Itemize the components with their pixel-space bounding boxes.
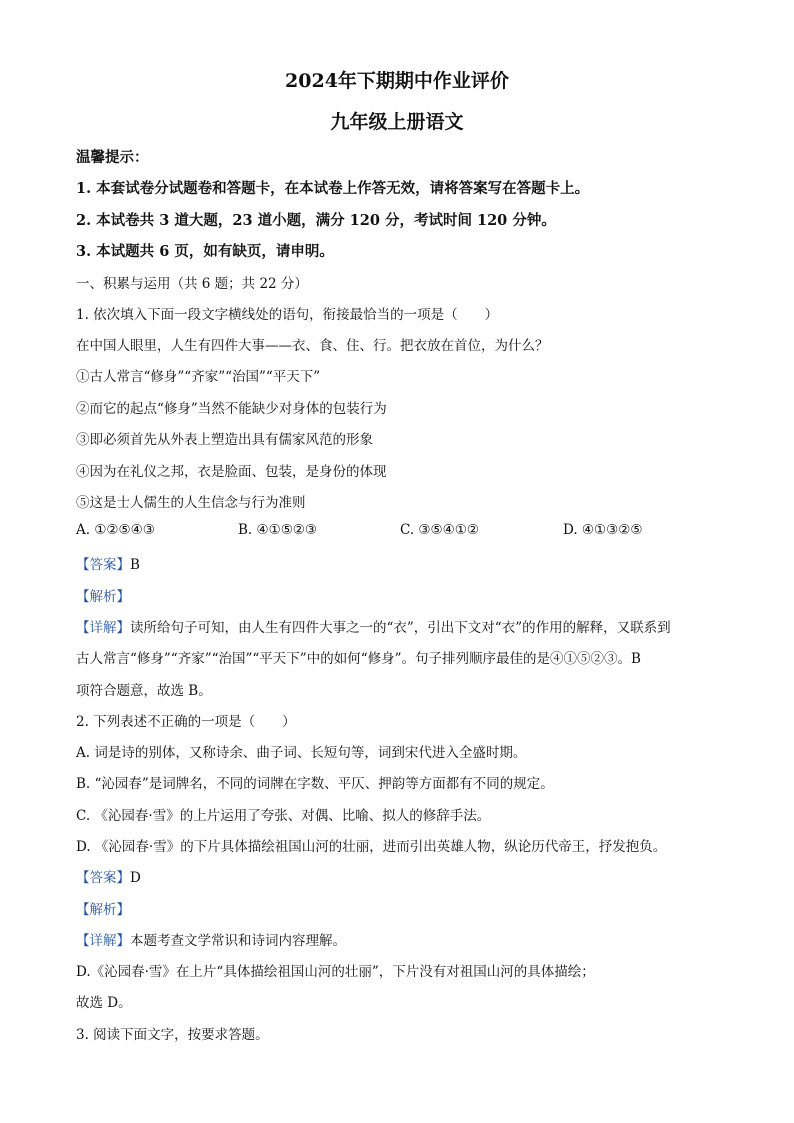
q2-detail-3: 故选 D。	[76, 995, 132, 1011]
q1-detail-2: 古人常言“修身”“齐家”“治国”“平天下”中的如何“修身”。句子排列顺序最佳的是④①⑤②③。B	[76, 651, 641, 667]
q3-stem: 3. 阅读下面文字，按要求答题。	[76, 1027, 269, 1043]
detail-label: 【详解】	[76, 933, 130, 949]
detail-text: 读所给句子可知，由人生有四件大事之一的“衣”，引出下文对“衣”的作用的解释，又联系到	[130, 620, 671, 636]
q1-sentence-5: ⑤这是士人儒生的人生信念与行为准则	[76, 495, 306, 511]
q1-sentence-2: ②而它的起点“修身”当然不能缺少对身体的包装行为	[76, 401, 387, 417]
answer-value: B	[130, 557, 140, 573]
q1-analysis-label: 【解析】	[76, 589, 130, 605]
tip-1: 1. 本套试卷分试题卷和答题卡，在本试卷上作答无效，请将答案写在答题卡上。	[76, 180, 590, 197]
q2-option-a: A. 词是诗的别体，又称诗余、曲子词、长短句等，词到宋代进入全盛时期。	[76, 745, 527, 761]
q1-option-b: B. ④①⑤②③	[238, 522, 318, 538]
tip-3: 3. 本试题共 6 页，如有缺页，请申明。	[76, 243, 334, 260]
q2-detail-2: D.《沁园春·雪》在上片“具体描绘祖国山河的壮丽”，下片没有对祖国山河的具体描绘；	[76, 964, 595, 980]
q1-stem: 1. 依次填入下面一段文字横线处的语句，衔接最恰当的一项是（ ）	[76, 307, 499, 323]
q2-detail-1	[76, 929, 346, 949]
q1-detail-1	[76, 616, 671, 636]
detail-text: 本题考查文学常识和诗词内容理解。	[130, 933, 346, 949]
q1-detail-3: 项符合题意，故选 B。	[76, 683, 212, 699]
q1-passage: 在中国人眼里，人生有四件大事——衣、食、住、行。把衣放在首位，为什么？	[76, 338, 549, 354]
tips-heading: 温馨提示：	[76, 149, 149, 166]
q1-sentence-4: ④因为在礼仪之邦，衣是脸面、包装，是身份的体现	[76, 464, 387, 480]
q2-option-d: D. 《沁园春·雪》的下片具体描绘祖国山河的壮丽，进而引出英雄人物，纵论历代帝王，抒发抱负。	[76, 839, 667, 855]
exam-title: 2024年下期期中作业评价	[285, 70, 509, 92]
q1-sentence-3: ③即必须首先从外表上塑造出具有儒家风范的形象	[76, 432, 373, 448]
q1-option-d: D. ④①③②⑤	[563, 522, 643, 538]
q1-option-a: A. ①②⑤④③	[76, 522, 155, 538]
answer-label: 【答案】	[76, 557, 130, 573]
q2-answer	[76, 866, 141, 886]
q2-option-c: C. 《沁园春·雪》的上片运用了夸张、对偶、比喻、拟人的修辞手法。	[76, 808, 491, 824]
q2-analysis-label: 【解析】	[76, 902, 130, 918]
q2-option-b: B. “沁园春”是词牌名，不同的词牌在字数、平仄、押韵等方面都有不同的规定。	[76, 776, 554, 792]
exam-subtitle: 九年级上册语文	[330, 111, 464, 133]
q2-stem: 2. 下列表述不正确的一项是（ ）	[76, 714, 296, 730]
section-heading: 一、积累与运用（共 6 题；共 22 分）	[76, 276, 308, 292]
tip-2: 2. 本试卷共 3 道大题，23 道小题，满分 120 分，考试时间 120 分钟。	[76, 212, 556, 229]
detail-label: 【详解】	[76, 620, 130, 636]
q1-sentence-1: ①古人常言“修身”“齐家”“治国”“平天下”	[76, 369, 321, 385]
answer-value: D	[130, 870, 141, 886]
q1-answer	[76, 553, 140, 573]
q1-option-c: C. ③⑤④①②	[400, 522, 479, 538]
answer-label: 【答案】	[76, 870, 130, 886]
